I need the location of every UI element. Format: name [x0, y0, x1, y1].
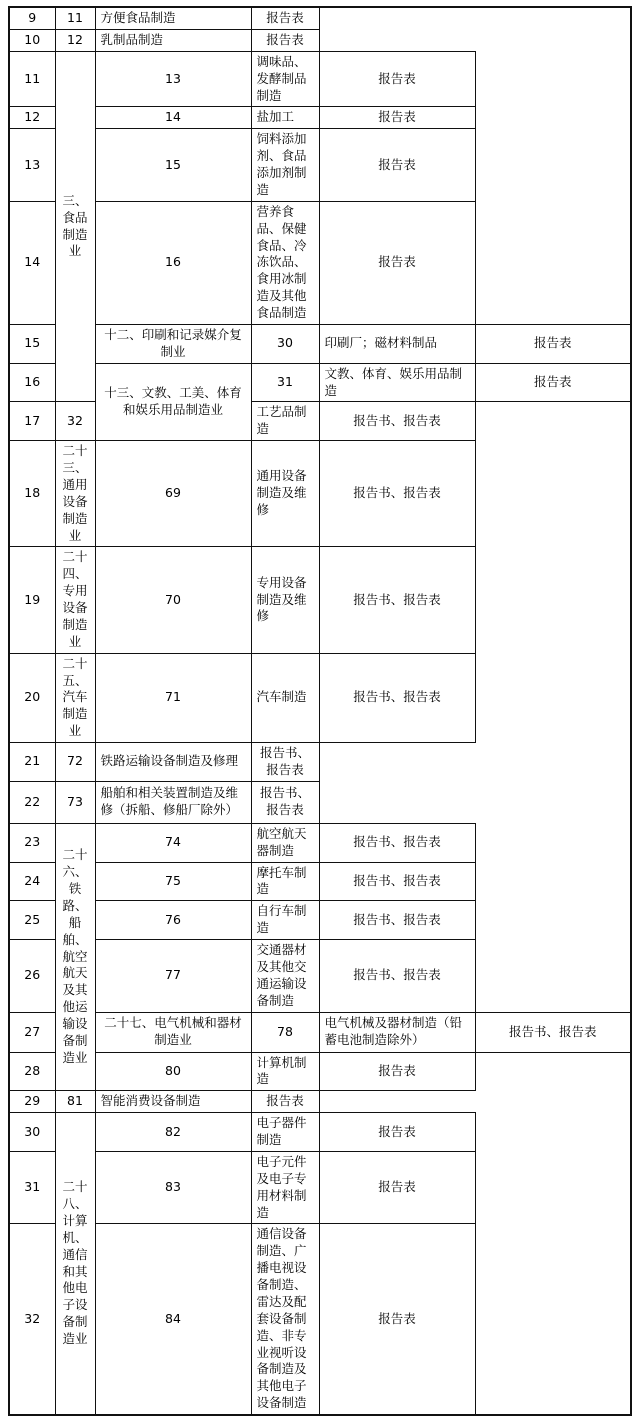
table-row	[9, 1151, 631, 1224]
industry-code: 69	[95, 441, 251, 547]
industry-subcategory: 电子元件及电子专用材料制造	[251, 1151, 319, 1224]
report-type: 报告表	[319, 1113, 475, 1152]
industry-subcategory: 智能消费设备制造	[95, 1091, 251, 1113]
industry-code: 32	[55, 402, 95, 441]
report-type: 报告表	[251, 7, 319, 29]
row-number: 32	[9, 1224, 55, 1415]
report-type: 报告书、报告表	[475, 1012, 631, 1052]
industry-code: 72	[55, 743, 95, 782]
industry-category-cell: 二十五、汽车制造业	[55, 653, 95, 742]
industry-subcategory: 通信设备制造、广播电视设备制造、雷达及配套设备制造、非专业视听设备制造及其他电子设备制造	[251, 1224, 319, 1415]
report-type: 报告书、报告表	[319, 901, 475, 940]
industry-code: 74	[95, 823, 251, 862]
report-type: 报告表	[319, 201, 475, 324]
industry-category-table	[8, 6, 632, 1416]
industry-code: 31	[251, 363, 319, 402]
industry-subcategory: 营养食品、保健食品、冷冻饮品、食用冰制造及其他食品制造	[251, 201, 319, 324]
row-number: 14	[9, 201, 55, 324]
row-number: 12	[9, 107, 55, 129]
industry-code: 83	[95, 1151, 251, 1224]
table-row	[9, 51, 631, 107]
industry-code: 70	[95, 547, 251, 653]
table-row	[9, 781, 631, 823]
industry-subcategory: 电气机械及器材制造（铅蓄电池制造除外）	[319, 1012, 475, 1052]
industry-subcategory: 印刷厂；磁材料制品	[319, 324, 475, 363]
industry-category-cell: 二十四、专用设备制造业	[55, 547, 95, 653]
industry-subcategory: 文教、体育、娱乐用品制造	[319, 363, 475, 402]
industry-subcategory: 自行车制造	[251, 901, 319, 940]
industry-category-cell: 十二、印刷和记录媒介复制业	[95, 324, 251, 363]
industry-code: 30	[251, 324, 319, 363]
table-row	[9, 1091, 631, 1113]
row-number: 24	[9, 862, 55, 901]
report-type: 报告书、报告表	[251, 781, 319, 823]
table-row	[9, 201, 631, 324]
industry-subcategory: 航空航天器制造	[251, 823, 319, 862]
table-row	[9, 862, 631, 901]
report-type: 报告表	[319, 107, 475, 129]
row-number: 19	[9, 547, 55, 653]
report-type: 报告书、报告表	[319, 823, 475, 862]
industry-code: 82	[95, 1113, 251, 1152]
table-row	[9, 743, 631, 782]
row-number: 15	[9, 324, 55, 363]
table-row	[9, 940, 631, 1013]
row-number: 20	[9, 653, 55, 742]
table-row	[9, 547, 631, 653]
industry-subcategory: 调味品、发酵制品制造	[251, 51, 319, 107]
table-row	[9, 823, 631, 862]
table-row	[9, 1224, 631, 1415]
table-row	[9, 653, 631, 742]
row-number: 28	[9, 1052, 55, 1091]
table-row	[9, 901, 631, 940]
row-number: 22	[9, 781, 55, 823]
report-type: 报告表	[319, 1052, 475, 1091]
table-row	[9, 107, 631, 129]
industry-category-cell: 二十六、铁路、船舶、航空航天及其他运输设备制造业	[55, 823, 95, 1091]
industry-code: 76	[95, 901, 251, 940]
row-number: 17	[9, 402, 55, 441]
table-row	[9, 441, 631, 547]
report-type: 报告表	[475, 363, 631, 402]
industry-category-cell: 二十三、通用设备制造业	[55, 441, 95, 547]
industry-code: 71	[95, 653, 251, 742]
industry-subcategory: 计算机制造	[251, 1052, 319, 1091]
industry-subcategory: 工艺品制造	[251, 402, 319, 441]
table-row	[9, 324, 631, 363]
report-type: 报告书、报告表	[319, 653, 475, 742]
table-row	[9, 1012, 631, 1052]
row-number: 27	[9, 1012, 55, 1052]
industry-subcategory: 盐加工	[251, 107, 319, 129]
report-type: 报告书、报告表	[319, 940, 475, 1013]
industry-subcategory: 专用设备制造及维修	[251, 547, 319, 653]
industry-code: 13	[95, 51, 251, 107]
report-type: 报告表	[319, 1151, 475, 1224]
industry-subcategory: 饲料添加剂、食品添加剂制造	[251, 129, 319, 202]
industry-code: 75	[95, 862, 251, 901]
row-number: 10	[9, 29, 55, 51]
report-type: 报告表	[251, 1091, 319, 1113]
table-row	[9, 1052, 631, 1091]
report-type: 报告表	[319, 1224, 475, 1415]
row-number: 16	[9, 363, 55, 402]
report-type: 报告书、报告表	[319, 402, 475, 441]
row-number: 18	[9, 441, 55, 547]
row-number: 11	[9, 51, 55, 107]
industry-code: 78	[251, 1012, 319, 1052]
report-type: 报告书、报告表	[251, 743, 319, 782]
industry-subcategory: 船舶和相关装置制造及维修（拆船、修船厂除外）	[95, 781, 251, 823]
industry-code: 12	[55, 29, 95, 51]
report-type: 报告书、报告表	[319, 441, 475, 547]
industry-code: 73	[55, 781, 95, 823]
row-number: 25	[9, 901, 55, 940]
industry-subcategory: 铁路运输设备制造及修理	[95, 743, 251, 782]
industry-code: 81	[55, 1091, 95, 1113]
table-row	[9, 7, 631, 29]
row-number: 29	[9, 1091, 55, 1113]
industry-subcategory: 汽车制造	[251, 653, 319, 742]
table-row	[9, 29, 631, 51]
industry-subcategory: 乳制品制造	[95, 29, 251, 51]
report-type: 报告表	[251, 29, 319, 51]
industry-code: 84	[95, 1224, 251, 1415]
report-type: 报告表	[319, 129, 475, 202]
report-type: 报告表	[475, 324, 631, 363]
report-type: 报告表	[319, 51, 475, 107]
industry-code: 80	[95, 1052, 251, 1091]
industry-category-cell: 二十八、计算机、通信和其他电子设备制造业	[55, 1113, 95, 1415]
industry-code: 77	[95, 940, 251, 1013]
industry-subcategory: 电子器件制造	[251, 1113, 319, 1152]
row-number: 13	[9, 129, 55, 202]
industry-category-cell: 三、食品制造业	[55, 51, 95, 402]
industry-category-cell: 二十七、电气机械和器材制造业	[95, 1012, 251, 1052]
row-number: 30	[9, 1113, 55, 1152]
industry-code: 11	[55, 7, 95, 29]
industry-category-cell: 十三、文教、工美、体育和娱乐用品制造业	[95, 363, 251, 441]
table-row	[9, 363, 631, 402]
industry-code: 16	[95, 201, 251, 324]
industry-subcategory: 通用设备制造及维修	[251, 441, 319, 547]
industry-code: 15	[95, 129, 251, 202]
row-number: 26	[9, 940, 55, 1013]
row-number: 9	[9, 7, 55, 29]
row-number: 23	[9, 823, 55, 862]
report-type: 报告书、报告表	[319, 862, 475, 901]
table-row	[9, 129, 631, 202]
industry-subcategory: 摩托车制造	[251, 862, 319, 901]
table-row	[9, 1113, 631, 1152]
industry-code: 14	[95, 107, 251, 129]
industry-subcategory: 方便食品制造	[95, 7, 251, 29]
industry-subcategory: 交通器材及其他交通运输设备制造	[251, 940, 319, 1013]
report-type: 报告书、报告表	[319, 547, 475, 653]
row-number: 21	[9, 743, 55, 782]
row-number: 31	[9, 1151, 55, 1224]
